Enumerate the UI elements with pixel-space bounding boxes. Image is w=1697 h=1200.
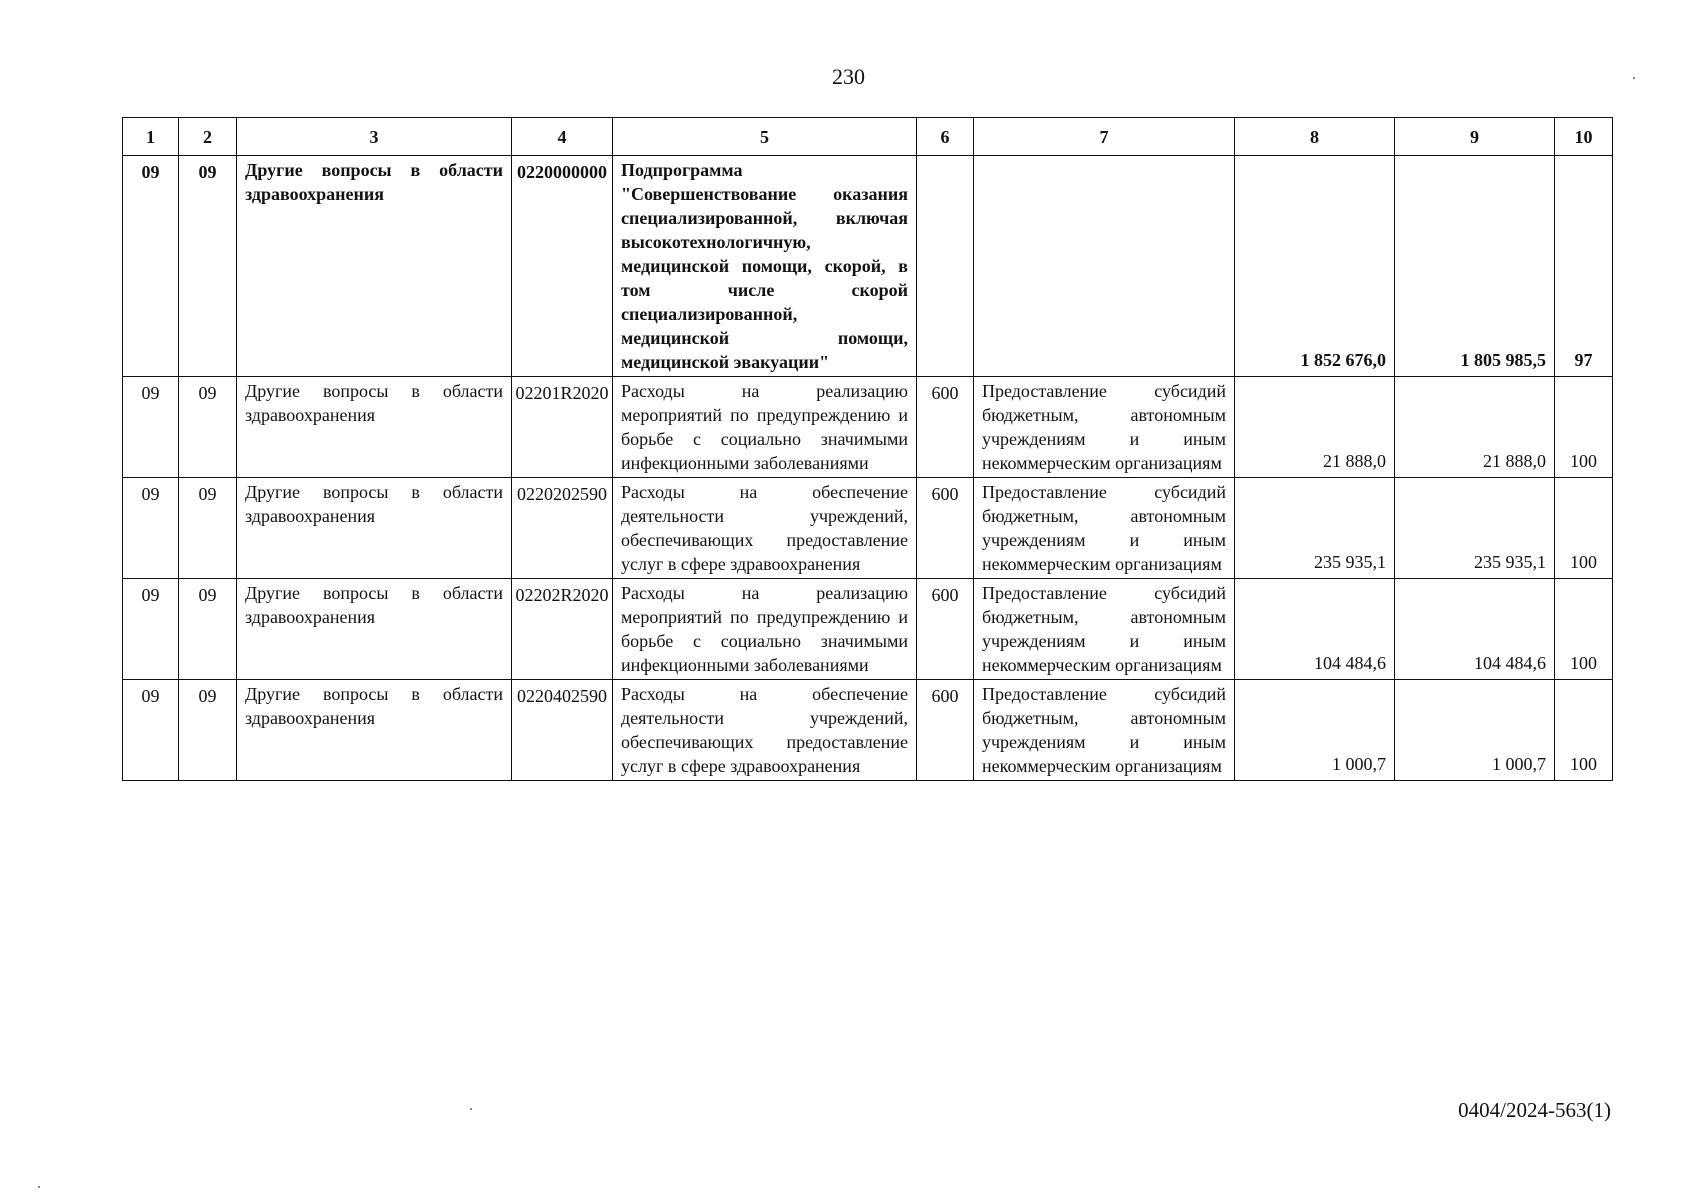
execution-percent: 97 xyxy=(1555,156,1613,377)
target-article-name: Расходы на обеспечение деятельности учреждений, обеспечивающих предоставление услуг в сфере здравоохранения xyxy=(613,680,917,781)
expense-type-name: Предоставление субсидий бюджетным, автономным учреждениям и иным некоммерческим организациям xyxy=(974,579,1235,680)
expense-type-name: Предоставление субсидий бюджетным, автономным учреждениям и иным некоммерческим организациям xyxy=(974,478,1235,579)
execution-percent: 100 xyxy=(1555,377,1613,478)
subsection-code: 09 xyxy=(179,377,237,478)
scan-speck xyxy=(38,1186,40,1188)
table-header-row xyxy=(123,118,1613,156)
section-code: 09 xyxy=(123,680,179,781)
table-row xyxy=(123,579,1613,680)
column-header-10: 10 xyxy=(1555,118,1613,156)
target-article-name: Расходы на обеспечение деятельности учреждений, обеспечивающих предоставление услуг в сфере здравоохранения xyxy=(613,478,917,579)
column-header-6: 6 xyxy=(917,118,974,156)
section-name: Другие вопросы в области здравоохранения xyxy=(237,478,512,579)
section-code: 09 xyxy=(123,377,179,478)
amount-planned: 21 888,0 xyxy=(1235,377,1395,478)
target-article-name: Подпрограмма "Совершенствование оказания специализированной, включая высокотехнологичную, медицинской помощи, скорой, в том числе скорой специализированной, медицинской помощи, медицинской эвакуации" xyxy=(613,156,917,377)
target-article-code: 0220402590 xyxy=(512,680,613,781)
subsection-code: 09 xyxy=(179,680,237,781)
target-article-code: 02202R2020 xyxy=(512,579,613,680)
column-header-4: 4 xyxy=(512,118,613,156)
column-header-5: 5 xyxy=(613,118,917,156)
table-row xyxy=(123,478,1613,579)
table-row xyxy=(123,680,1613,781)
expense-type-code: 600 xyxy=(917,680,974,781)
execution-percent: 100 xyxy=(1555,579,1613,680)
amount-executed: 104 484,6 xyxy=(1395,579,1555,680)
expense-type-code xyxy=(917,156,974,377)
target-article-name: Расходы на реализацию мероприятий по предупреждению и борьбе с социально значимыми инфекционными заболеваниями xyxy=(613,579,917,680)
amount-executed: 1 000,7 xyxy=(1395,680,1555,781)
document-id: 0404/2024-563(1) xyxy=(1458,1098,1611,1122)
section-code: 09 xyxy=(123,579,179,680)
page-number: 230 xyxy=(832,64,865,89)
amount-executed: 235 935,1 xyxy=(1395,478,1555,579)
section-name: Другие вопросы в области здравоохранения xyxy=(237,377,512,478)
target-article-code: 0220000000 xyxy=(512,156,613,377)
target-article-code: 0220202590 xyxy=(512,478,613,579)
expense-type-name xyxy=(974,156,1235,377)
amount-planned: 1 852 676,0 xyxy=(1235,156,1395,377)
section-code: 09 xyxy=(123,478,179,579)
section-name: Другие вопросы в области здравоохранения xyxy=(237,680,512,781)
budget-table-container xyxy=(122,117,1612,781)
expense-type-code: 600 xyxy=(917,377,974,478)
subsection-code: 09 xyxy=(179,579,237,680)
amount-planned: 1 000,7 xyxy=(1235,680,1395,781)
amount-planned: 235 935,1 xyxy=(1235,478,1395,579)
expense-type-code: 600 xyxy=(917,579,974,680)
scan-speck xyxy=(1633,77,1635,79)
budget-table xyxy=(122,117,1613,781)
scan-speck xyxy=(470,1108,472,1110)
table-row xyxy=(123,377,1613,478)
column-header-3: 3 xyxy=(237,118,512,156)
target-article-code: 02201R2020 xyxy=(512,377,613,478)
expense-type-code: 600 xyxy=(917,478,974,579)
amount-executed: 21 888,0 xyxy=(1395,377,1555,478)
column-header-8: 8 xyxy=(1235,118,1395,156)
table-row xyxy=(123,156,1613,377)
section-name: Другие вопросы в области здравоохранения xyxy=(237,579,512,680)
target-article-name: Расходы на реализацию мероприятий по предупреждению и борьбе с социально значимыми инфекционными заболеваниями xyxy=(613,377,917,478)
execution-percent: 100 xyxy=(1555,680,1613,781)
section-name: Другие вопросы в области здравоохранения xyxy=(237,156,512,377)
amount-planned: 104 484,6 xyxy=(1235,579,1395,680)
amount-executed: 1 805 985,5 xyxy=(1395,156,1555,377)
section-code: 09 xyxy=(123,156,179,377)
subsection-code: 09 xyxy=(179,478,237,579)
expense-type-name: Предоставление субсидий бюджетным, автономным учреждениям и иным некоммерческим организациям xyxy=(974,680,1235,781)
subsection-code: 09 xyxy=(179,156,237,377)
execution-percent: 100 xyxy=(1555,478,1613,579)
column-header-1: 1 xyxy=(123,118,179,156)
column-header-7: 7 xyxy=(974,118,1235,156)
expense-type-name: Предоставление субсидий бюджетным, автономным учреждениям и иным некоммерческим организациям xyxy=(974,377,1235,478)
column-header-9: 9 xyxy=(1395,118,1555,156)
column-header-2: 2 xyxy=(179,118,237,156)
